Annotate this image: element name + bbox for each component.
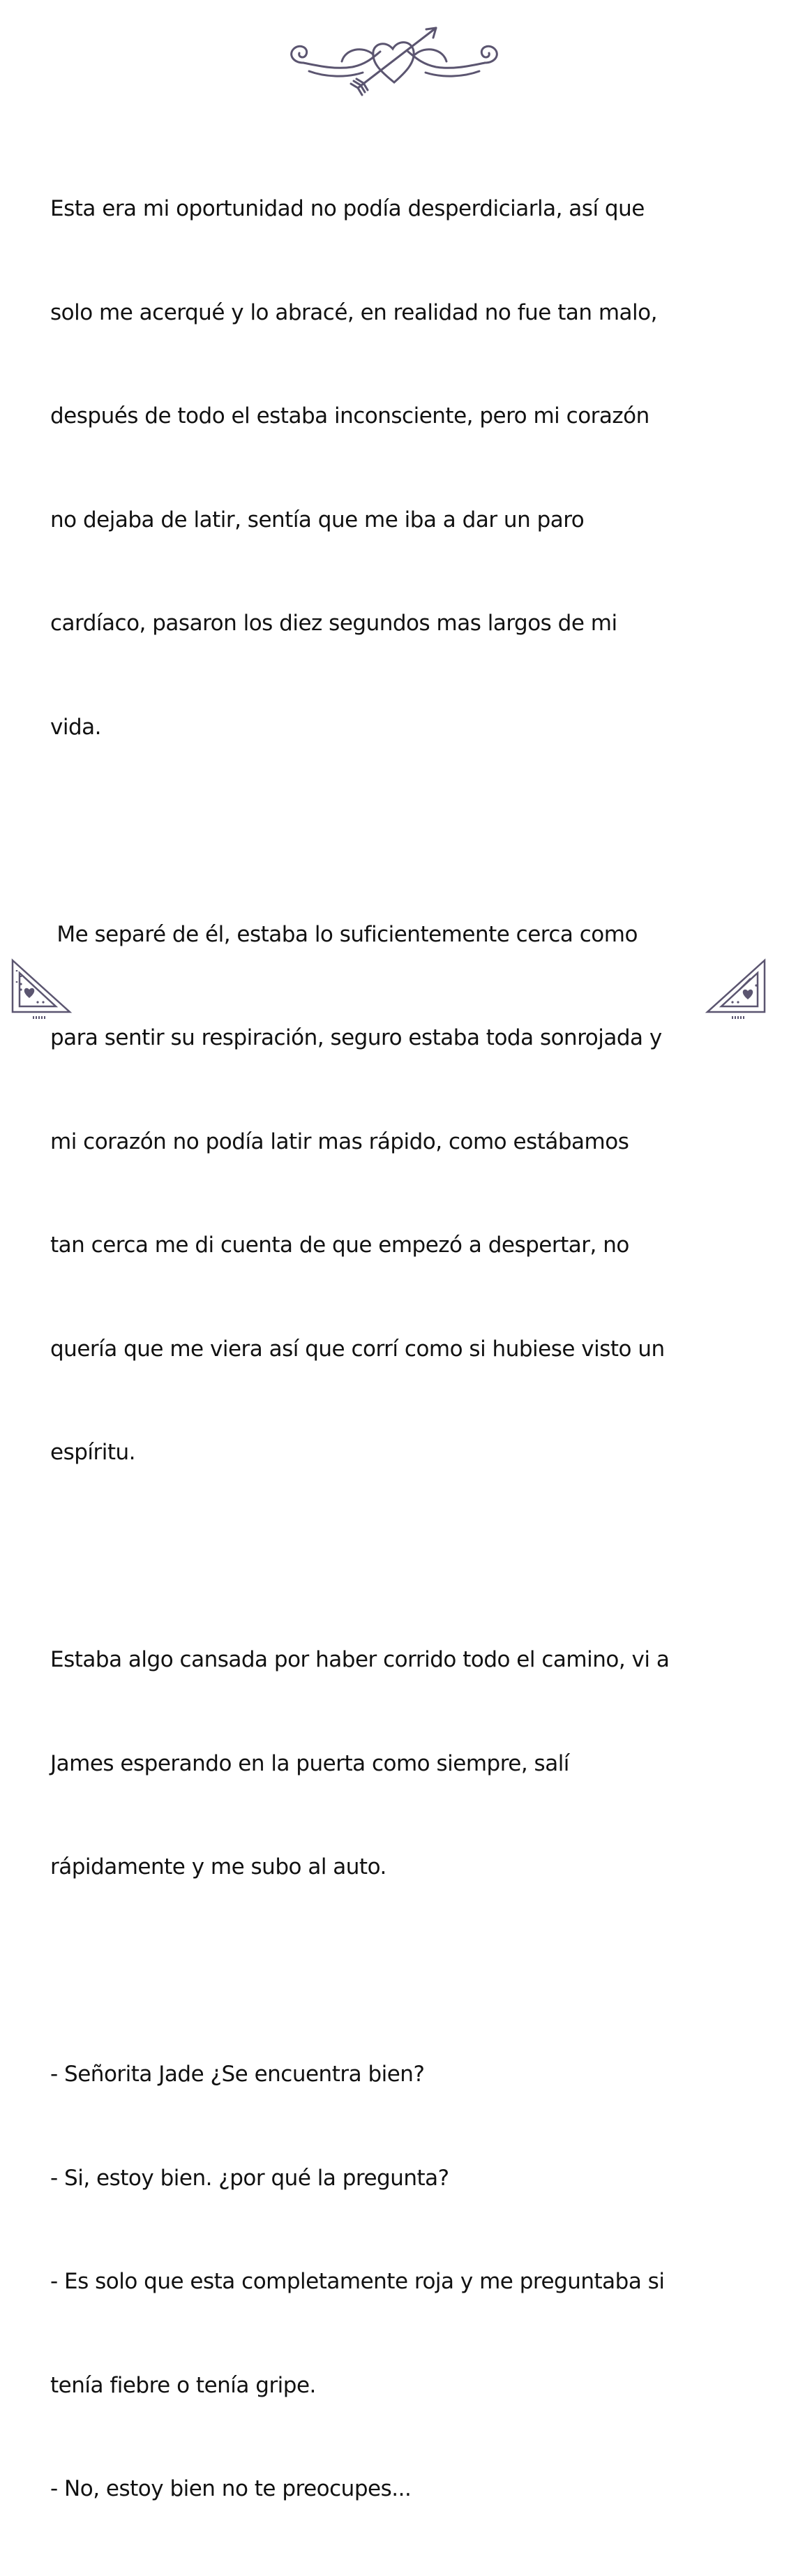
paragraph-2 (50, 849, 741, 1540)
text-line: mi corazón no podía latir mas rápido, como estábamos (50, 1129, 629, 1154)
text-line: Estaba algo cansada por haber corrido todo el camino, vi a (50, 1647, 670, 1672)
paragraph-gap (50, 814, 741, 849)
dialogue (50, 1988, 741, 2576)
paragraph-1 (50, 123, 741, 814)
dialogue-line: - Señorita Jade ¿Se encuentra bien? (50, 2062, 425, 2087)
heart-arrow-swirl-icon (276, 21, 513, 98)
dialogue-line: - No, estoy bien no te preocupes... (50, 2476, 412, 2501)
dialogue-line: - Si, estoy bien. ¿por qué la pregunta? (50, 2165, 449, 2191)
paragraph-gap (50, 1540, 741, 1574)
text-line: después de todo el estaba inconsciente, pero mi corazón (50, 403, 649, 429)
dialogue-line: - Es solo que esta completamente roja y me preguntaba si (50, 2269, 665, 2294)
story-text (50, 123, 741, 2576)
text-line: James esperando en la puerta como siempre, salí (50, 1750, 569, 1776)
text-line: Esta era mi oportunidad no podía desperdiciarla, así que (50, 196, 645, 221)
paragraph-3 (50, 1574, 741, 1954)
text-line: espíritu. (50, 1440, 136, 1465)
triangle-heart-icon (10, 958, 73, 1020)
text-line: quería que me viera así que corrí como si hubiese visto un (50, 1336, 665, 1362)
text-line: no dejaba de latir, sentía que me iba a dar un paro (50, 507, 585, 533)
triangle-heart-icon (705, 958, 767, 1020)
text-line: solo me acerqué y lo abracé, en realidad no fue tan malo, (50, 299, 657, 325)
text-line: Me separé de él, estaba lo suficientemente cerca como (50, 921, 638, 947)
paragraph-gap (50, 1954, 741, 1989)
text-line: rápidamente y me subo al auto. (50, 1854, 386, 1879)
text-line: para sentir su respiración, seguro estaba toda sonrojada y (50, 1025, 662, 1050)
text-line: cardíaco, pasaron los diez segundos mas largos de mi (50, 611, 617, 636)
text-line: tan cerca me di cuenta de que empezó a despertar, no (50, 1233, 629, 1258)
text-line: vida. (50, 714, 101, 740)
dialogue-line: tenía fiebre o tenía gripe. (50, 2372, 316, 2398)
